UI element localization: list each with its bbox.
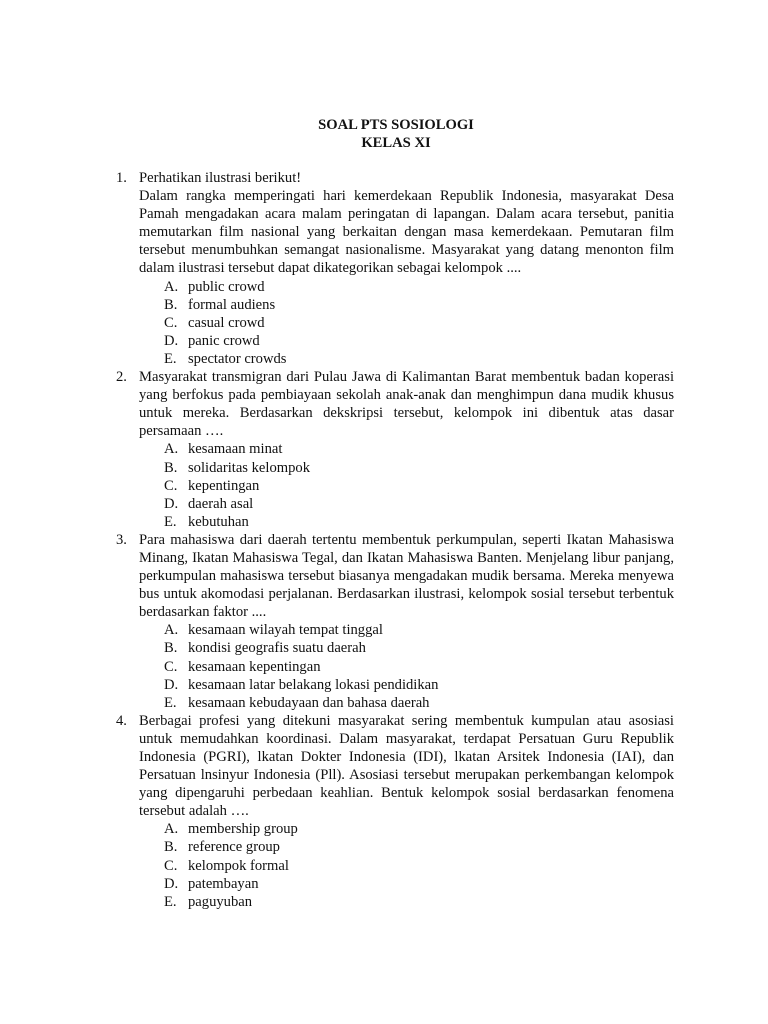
option-text: membership group xyxy=(188,821,298,838)
answer-options xyxy=(139,820,674,910)
question-list xyxy=(116,169,674,911)
option-text: reference group xyxy=(188,839,280,856)
question-1 xyxy=(116,169,674,368)
answer-option[interactable] xyxy=(139,694,674,712)
option-letter: E. xyxy=(164,694,177,711)
option-letter: E. xyxy=(164,513,177,530)
option-letter: D. xyxy=(164,875,179,892)
option-letter: A. xyxy=(164,441,179,458)
option-text: casual crowd xyxy=(188,314,265,331)
option-letter: A. xyxy=(164,278,179,295)
answer-option[interactable] xyxy=(139,278,674,296)
option-letter: D. xyxy=(164,495,179,512)
question-number: 3. xyxy=(116,531,127,548)
option-letter: B. xyxy=(164,640,178,657)
answer-option[interactable] xyxy=(139,513,674,531)
question-text: Para mahasiswa dari daerah tertentu membentuk perkumpulan, seperti Ikatan Mahasiswa Minang, Ikatan Mahasiswa Tegal, dan Ikatan Mahasiswa Banten. Menjelang libur panjang, perkumpulan mahasiswa tersebut biasanya mengadakan mudik bersama. Mereka menyewa bus untuk akomodasi perjalanan. Berdasarkan ilustrasi, kelompok sosial tersebut terbentuk berdasarkan faktor .... xyxy=(139,531,674,621)
option-letter: E. xyxy=(164,893,177,910)
option-letter: B. xyxy=(164,296,178,313)
answer-option[interactable] xyxy=(139,332,674,350)
answer-option[interactable] xyxy=(139,477,674,495)
option-text: paguyuban xyxy=(188,893,253,910)
option-text: spectator crowds xyxy=(188,350,287,367)
option-text: kelompok formal xyxy=(188,857,289,874)
option-text: public crowd xyxy=(188,278,265,295)
page-title: SOAL PTS SOSIOLOGI xyxy=(318,117,474,133)
option-text: kondisi geografis suatu daerah xyxy=(188,640,366,657)
option-text: patembayan xyxy=(188,875,259,892)
option-text: daerah asal xyxy=(188,495,254,512)
question-number: 4. xyxy=(116,712,127,729)
option-letter: C. xyxy=(164,314,178,331)
answer-option[interactable] xyxy=(139,820,674,838)
answer-option[interactable] xyxy=(139,314,674,332)
answer-option[interactable] xyxy=(139,639,674,657)
option-text: panic crowd xyxy=(188,332,260,349)
answer-option[interactable] xyxy=(139,676,674,694)
option-letter: C. xyxy=(164,477,178,494)
answer-option[interactable] xyxy=(139,838,674,856)
option-letter: E. xyxy=(164,350,177,367)
option-text: kebutuhan xyxy=(188,513,249,530)
answer-option[interactable] xyxy=(139,658,674,676)
answer-option[interactable] xyxy=(139,875,674,893)
answer-option[interactable] xyxy=(139,296,674,314)
option-text: kesamaan kebudayaan dan bahasa daerah xyxy=(188,694,430,711)
option-text: formal audiens xyxy=(188,296,276,313)
option-text: kesamaan latar belakang lokasi pendidikan xyxy=(188,676,439,693)
answer-option[interactable] xyxy=(139,440,674,458)
option-text: solidaritas kelompok xyxy=(188,459,311,476)
answer-option[interactable] xyxy=(139,621,674,639)
option-letter: C. xyxy=(164,658,178,675)
question-2 xyxy=(116,368,674,531)
answer-option[interactable] xyxy=(139,495,674,513)
option-text: kesamaan minat xyxy=(188,441,283,458)
page-subtitle: KELAS XI xyxy=(361,135,431,151)
option-text: kesamaan kepentingan xyxy=(188,658,321,675)
answer-options xyxy=(139,278,674,368)
question-number: 2. xyxy=(116,369,127,386)
question-3 xyxy=(116,531,674,712)
option-letter: A. xyxy=(164,821,179,838)
question-text: Berbagai profesi yang ditekuni masyarakat sering membentuk kumpulan atau asosiasi untuk memudahkan koordinasi. Dalam masyarakat, terdapat Persatuan Guru Republik Indonesia (PGRI), lkatan Dokter Indonesia (IDI), lkatan Arsitek Indonesia (IAI), dan Persatuan lnsinyur Indonesia (Pll). Asosiasi tersebut merupakan perkembangan kelompok yang dipengaruhi perbedaan keahlian. Bentuk kelompok sosial berdasarkan fenomena tersebut adalah …. xyxy=(139,712,674,820)
answer-option[interactable] xyxy=(139,893,674,911)
question-text: Dalam rangka memperingati hari kemerdekaan Republik Indonesia, masyarakat Desa Pamah mengadakan acara malam peringatan di lapangan. Dalam acara tersebut, panitia memutarkan film nasional yang berkaitan dengan masa kemerdekaan. Pemutaran film tersebut menumbuhkan semangat nasionalisme. Masyarakat yang datang menonton film dalam ilustrasi tersebut dapat dikategorikan sebagai kelompok .... xyxy=(139,188,674,277)
option-text: kepentingan xyxy=(188,477,260,494)
option-text: kesamaan wilayah tempat tinggal xyxy=(188,622,383,639)
answer-option[interactable] xyxy=(139,857,674,875)
option-letter: A. xyxy=(164,622,179,639)
option-letter: B. xyxy=(164,459,178,476)
question-lead: Perhatikan ilustrasi berikut! xyxy=(139,170,302,186)
question-number: 1. xyxy=(116,170,127,186)
option-letter: C. xyxy=(164,857,178,874)
question-text: Masyarakat transmigran dari Pulau Jawa di Kalimantan Barat membentuk badan koperasi yang berfokus pada pembiayaan sekolah anak-anak dan menghimpun dana mudik khusus untuk mereka. Berdasarkan dekskripsi tersebut, kelompok ini dibentuk atas dasar persamaan …. xyxy=(139,369,674,440)
answer-options xyxy=(139,440,674,530)
answer-options xyxy=(139,621,674,711)
option-letter: D. xyxy=(164,676,179,693)
option-letter: B. xyxy=(164,839,178,856)
document-header xyxy=(0,116,768,152)
question-4 xyxy=(116,712,674,911)
answer-option[interactable] xyxy=(139,350,674,368)
option-letter: D. xyxy=(164,332,179,349)
answer-option[interactable] xyxy=(139,459,674,477)
